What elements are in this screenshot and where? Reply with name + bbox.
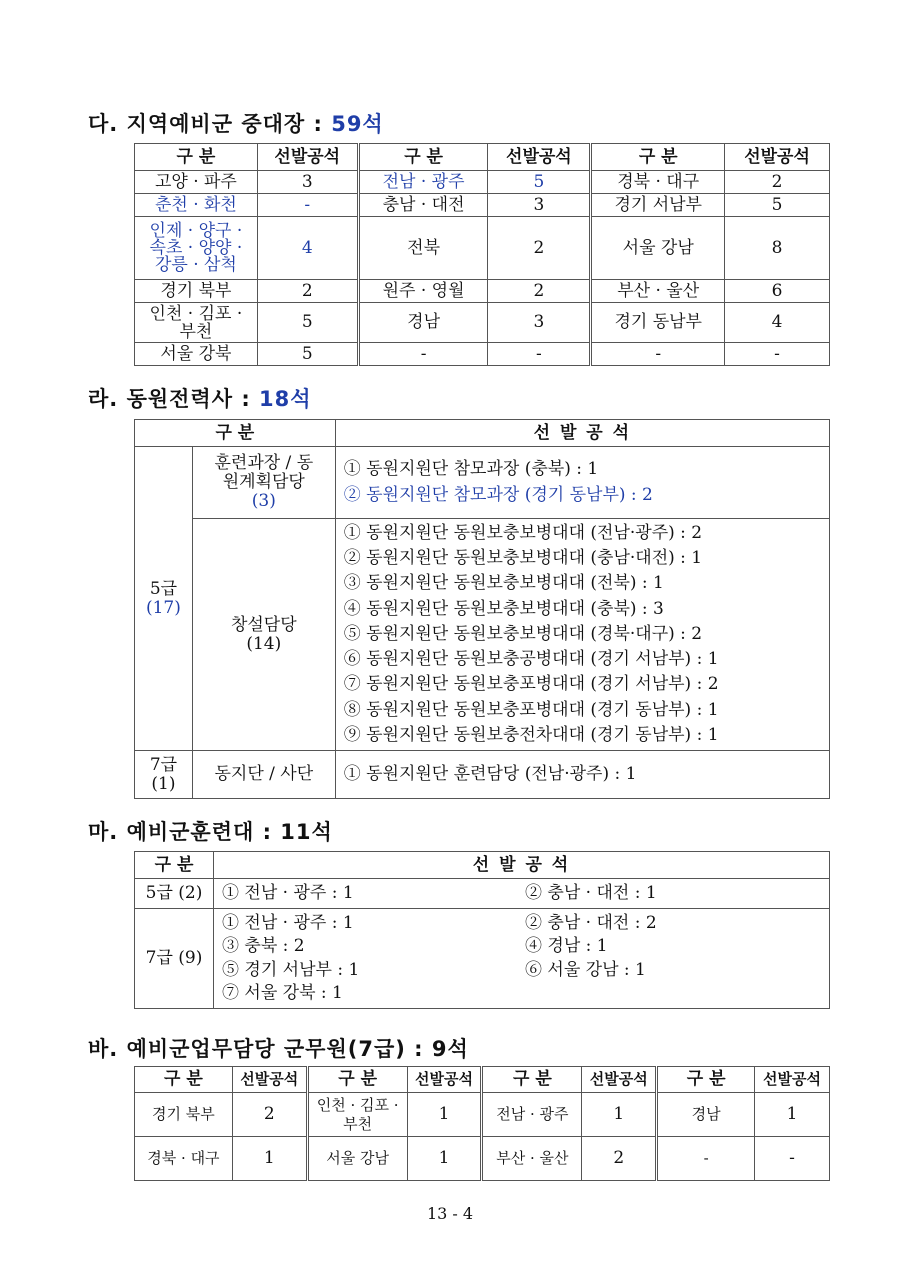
ra-group2-cell: 창설담당 (14) [192, 519, 335, 751]
region-cell: - [591, 343, 725, 366]
region-cell: 원주 · 영월 [358, 280, 488, 303]
vacancy-cell: 2 [488, 280, 591, 303]
section-ma-title: 마. 예비군훈련대 : 11석 [88, 820, 333, 844]
list-item: ④ 경남 : 1 [525, 936, 608, 956]
ba-header-cell: 구 분 [657, 1067, 755, 1093]
list-item: ③ 동원지원단 동원보충보병대대 (전북) : 1 [343, 573, 664, 594]
vacancy-cell: 1 [582, 1093, 657, 1137]
list-item: ⑥ 서울 강남 : 1 [525, 959, 646, 980]
region-cell: 인천 · 김포 · 부천 [307, 1093, 407, 1137]
region-cell: 고양 · 파주 [135, 171, 258, 194]
da-header-cell: 구 분 [135, 144, 258, 171]
table-row [135, 1137, 830, 1181]
ma-grade7-items [214, 909, 830, 1009]
vacancy-cell: 5 [257, 343, 358, 366]
vacancy-cell: 1 [755, 1093, 830, 1137]
region-cell: 경기 서남부 [591, 194, 725, 217]
table-row [135, 171, 830, 194]
list-item: ② 동원지원단 동원보충보병대대 (충남·대전) : 1 [343, 547, 703, 568]
section-ra-title: 라. 동원전력사 : 18석 [88, 387, 312, 411]
ra-grade5-cell: 5급 (17) [135, 447, 193, 751]
ra-header-vacancies: 선 발 공 석 [335, 420, 829, 447]
da-header-cell: 선발공석 [257, 144, 358, 171]
ba-header-cell: 선발공석 [755, 1067, 830, 1093]
section-ra-count: 18석 [259, 387, 312, 411]
list-item: ① 전남 · 광주 : 1 [222, 912, 354, 933]
list-item: ② 충남 · 대전 : 1 [525, 882, 657, 903]
vacancy-cell: 2 [488, 217, 591, 280]
region-cell: 경남 [657, 1093, 755, 1137]
region-cell: 경기 북부 [135, 280, 258, 303]
table-row [135, 303, 830, 343]
vacancy-cell: - [755, 1137, 830, 1181]
ba-header-cell: 선발공석 [407, 1067, 482, 1093]
ba-header-cell: 구 분 [482, 1067, 582, 1093]
region-cell: 경기 동남부 [591, 303, 725, 343]
ba-header-cell: 선발공석 [582, 1067, 657, 1093]
vacancy-cell: 6 [725, 280, 830, 303]
vacancy-cell: - [725, 343, 830, 366]
ma-grade5-items [214, 879, 830, 909]
list-item: ③ 충북 : 2 [222, 936, 305, 956]
list-item: ② 동원지원단 참모과장 (경기 동남부) : 2 [343, 484, 653, 505]
vacancy-cell: 1 [407, 1137, 482, 1181]
ma-grade7-label: 7급 (9) [135, 909, 214, 1009]
list-item: ① 전남 · 광주 : 1 [222, 882, 354, 903]
region-cell: 충남 · 대전 [358, 194, 488, 217]
list-item: ⑥ 동원지원단 동원보충공병대대 (경기 서남부) : 1 [343, 649, 719, 670]
region-cell: 춘천 · 화천 [135, 194, 258, 217]
ra-grade7-name: 동지단 / 사단 [192, 751, 335, 799]
list-item: ⑧ 동원지원단 동원보충포병대대 (경기 동남부) : 1 [343, 699, 719, 720]
table-ba [134, 1066, 830, 1181]
table-da [134, 143, 830, 366]
list-item: ⑦ 서울 강북 : 1 [222, 983, 343, 1003]
region-cell: 경북 · 대구 [591, 171, 725, 194]
region-cell: 서울 강남 [307, 1137, 407, 1181]
vacancy-cell: 8 [725, 217, 830, 280]
ba-header-cell: 선발공석 [232, 1067, 307, 1093]
ra-group2-items [335, 519, 829, 751]
vacancy-cell: 2 [257, 280, 358, 303]
ba-header-cell: 구 분 [135, 1067, 233, 1093]
da-header-cell: 선발공석 [725, 144, 830, 171]
list-item: ② 충남 · 대전 : 2 [525, 912, 657, 933]
region-cell: 부산 · 울산 [482, 1137, 582, 1181]
vacancy-cell: 3 [488, 194, 591, 217]
region-cell: 부산 · 울산 [591, 280, 725, 303]
ra-group1-cell: 훈련과장 / 동원계획담당 (3) [192, 447, 335, 519]
list-item: ⑦ 동원지원단 동원보충포병대대 (경기 서남부) : 2 [343, 674, 719, 695]
ba-header-cell: 구 분 [307, 1067, 407, 1093]
region-cell: - [657, 1137, 755, 1181]
vacancy-cell: 5 [488, 171, 591, 194]
vacancy-cell: 3 [257, 171, 358, 194]
list-item: ④ 동원지원단 동원보충보병대대 (충북) : 3 [343, 598, 664, 619]
vacancy-cell: 2 [232, 1093, 307, 1137]
vacancy-cell: 4 [725, 303, 830, 343]
region-cell: 서울 강남 [591, 217, 725, 280]
vacancy-cell: 5 [725, 194, 830, 217]
ra-grade7-cell: 7급 (1) [135, 751, 193, 799]
region-cell: 전남 · 광주 [358, 171, 488, 194]
vacancy-cell: 4 [257, 217, 358, 280]
vacancy-cell: - [257, 194, 358, 217]
list-item: ⑨ 동원지원단 동원보충전차대대 (경기 동남부) : 1 [343, 725, 719, 746]
vacancy-cell: 1 [232, 1137, 307, 1181]
da-header-cell: 구 분 [358, 144, 488, 171]
vacancy-cell: 1 [407, 1093, 482, 1137]
table-ra [134, 419, 830, 799]
table-row [135, 194, 830, 217]
region-cell: 서울 강북 [135, 343, 258, 366]
list-item: ⑤ 동원지원단 동원보충보병대대 (경북·대구) : 2 [343, 623, 703, 644]
region-cell: 전북 [358, 217, 488, 280]
region-cell: 경남 [358, 303, 488, 343]
section-ba-title: 바. 예비군업무담당 군무원(7급) : 9석 [88, 1037, 469, 1061]
vacancy-cell: - [488, 343, 591, 366]
vacancy-cell: 2 [582, 1137, 657, 1181]
ra-header-category: 구 분 [135, 420, 336, 447]
da-header-cell: 선발공석 [488, 144, 591, 171]
region-cell: 인제 · 양구 · 속초 · 양양 · 강릉 · 삼척 [135, 217, 258, 280]
region-cell: 인천 · 김포 · 부천 [135, 303, 258, 343]
da-header-cell: 구 분 [591, 144, 725, 171]
region-cell: 경기 북부 [135, 1093, 233, 1137]
section-da-title: 다. 지역예비군 중대장 : 59석 [88, 112, 384, 136]
list-item: ① 동원지원단 동원보충보병대대 (전남·광주) : 2 [343, 522, 703, 543]
table-row [135, 343, 830, 366]
vacancy-cell: 5 [257, 303, 358, 343]
table-row [135, 217, 830, 280]
ma-header-category: 구 분 [135, 852, 214, 879]
table-row [135, 280, 830, 303]
table-row [135, 1093, 830, 1137]
list-item: ⑤ 경기 서남부 : 1 [222, 959, 360, 980]
region-cell: - [358, 343, 488, 366]
section-da-count: 59석 [331, 112, 384, 136]
ra-group1-items [335, 447, 829, 519]
region-cell: 전남 · 광주 [482, 1093, 582, 1137]
table-ma [134, 851, 830, 1009]
ma-header-vacancies: 선 발 공 석 [214, 852, 830, 879]
list-item: ① 동원지원단 참모과장 (충북) : 1 [343, 459, 599, 480]
vacancy-cell: 2 [725, 171, 830, 194]
vacancy-cell: 3 [488, 303, 591, 343]
ra-grade7-item: ① 동원지원단 훈련담당 (전남·광주) : 1 [335, 751, 829, 799]
page-number: 13 - 4 [426, 1204, 474, 1223]
ma-grade5-label: 5급 (2) [135, 879, 214, 909]
region-cell: 경북 · 대구 [135, 1137, 233, 1181]
